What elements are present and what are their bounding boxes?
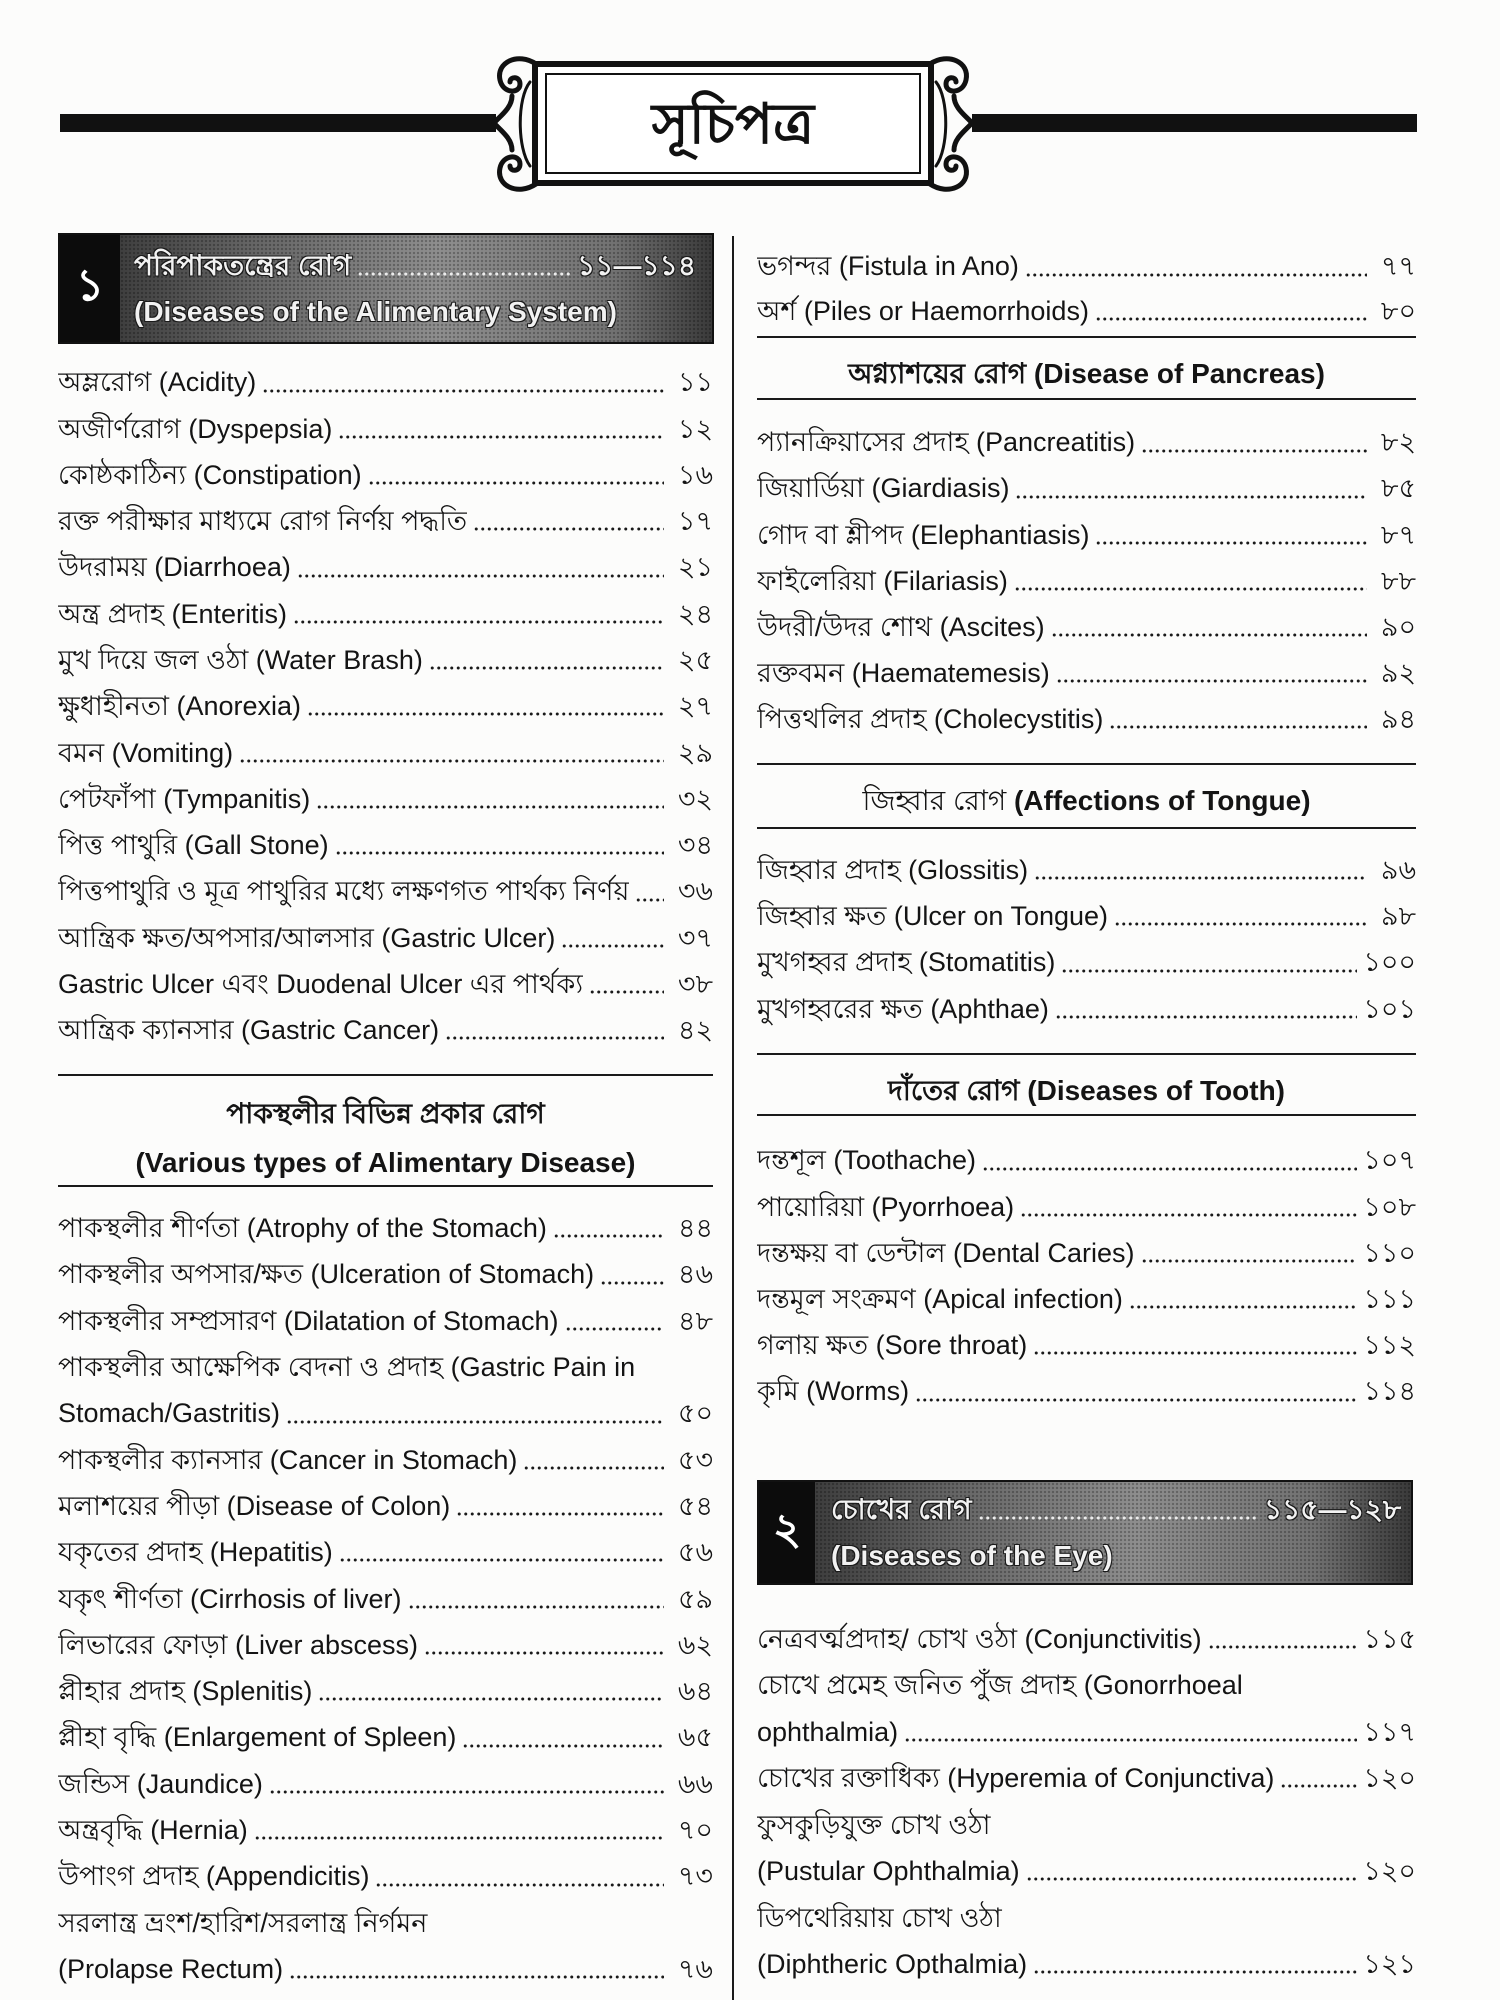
toc-entry xyxy=(757,244,1416,289)
page-number: ৪৪ xyxy=(677,1213,713,1244)
page-number: ১১৭ xyxy=(1363,1716,1416,1747)
section-subtitle: (Diseases of the Alimentary System) xyxy=(134,295,617,327)
toc-entry xyxy=(58,452,713,498)
dot-leader xyxy=(1141,448,1367,454)
toc-entry xyxy=(58,961,713,1007)
toc-entry-title: (Pustular Ophthalmia) xyxy=(757,1856,1020,1887)
dot-leader xyxy=(445,1035,664,1041)
dot-leader xyxy=(1026,1876,1358,1882)
toc-entry-title: দন্তক্ষয় বা ডেন্টাল (Dental Caries) xyxy=(757,1237,1135,1268)
dot-leader xyxy=(429,665,664,671)
section-divider-rule xyxy=(757,1053,1416,1055)
toc-entry xyxy=(58,868,713,914)
toc-list-tooth xyxy=(757,1138,1416,1415)
page-number: ৪৬ xyxy=(677,1259,713,1290)
toc-entry-title: রক্ত পরীক্ষার মাধ্যমে রোগ নির্ণয় পদ্ধতি xyxy=(58,506,468,537)
toc-entry-title: অজীর্ণরোগ (Dyspepsia) xyxy=(58,413,333,444)
page-number: ১১৫ xyxy=(1363,1623,1416,1654)
dot-leader xyxy=(239,758,664,764)
toc-entry-title: লিভারের ফোড়া (Liver abscess) xyxy=(58,1629,419,1660)
page-number: ১০৭ xyxy=(1363,1145,1416,1176)
toc-entry-title: সরলান্ত্র ভ্রংশ/হারিশ/সরলান্ত্র নির্গমন xyxy=(58,1907,428,1938)
toc-entry-title: কোষ্ঠকাঠিন্য (Constipation) xyxy=(58,459,362,490)
subsection-heading-stomach-en xyxy=(58,1141,713,1185)
toc-entry-title: পাকস্থলীর ক্যানসার (Cancer in Stomach) xyxy=(58,1444,518,1475)
toc-entry-first-line xyxy=(58,1900,713,1946)
section-divider-rule xyxy=(58,1074,713,1076)
toc-entry-title: প্লীহার প্রদাহ (Splenitis) xyxy=(58,1676,313,1707)
dot-leader xyxy=(565,1326,664,1332)
toc-list-tongue xyxy=(757,847,1416,1032)
toc-entry-first-line xyxy=(757,1895,1416,1941)
toc-entry-title: জিয়ার্ডিয়া (Giardiasis) xyxy=(757,473,1010,504)
heading-bn: জিহ্বার রোগ xyxy=(862,785,1007,816)
section-1-header xyxy=(58,233,714,344)
page-number: ৫৬ xyxy=(677,1537,713,1568)
toc-entry xyxy=(58,1807,713,1853)
dot-leader xyxy=(335,850,664,856)
toc-entry xyxy=(58,730,713,776)
dot-leader xyxy=(978,1515,1258,1521)
toc-entry-title: নেত্রবর্ত্মপ্রদাহ/ চোখ ওঠা (Conjunctivitis) xyxy=(757,1623,1202,1654)
toc-entry-title: আন্ত্রিক ক্ষত/অপসার/আলসার (Gastric Ulcer) xyxy=(58,922,556,953)
page-number: ১১১ xyxy=(1363,1283,1416,1314)
heading-en: (Disease of Pancreas) xyxy=(1033,357,1325,389)
toc-entry-first-line xyxy=(757,1662,1416,1708)
toc-entry-title: ক্ষুধাহীনতা (Anorexia) xyxy=(58,691,301,722)
page-number: ১৬ xyxy=(677,459,713,490)
toc-entry xyxy=(58,498,713,544)
scroll-ornament-left xyxy=(494,59,536,189)
page-number: ৬৫ xyxy=(677,1722,713,1753)
section-title: চোখের রোগ xyxy=(831,1493,972,1525)
page-number: ৯৮ xyxy=(1380,900,1416,931)
toc-entry-title: প্যানক্রিয়াসের প্রদাহ (Pancreatitis) xyxy=(757,427,1136,458)
page-number: ৮৫ xyxy=(1380,473,1416,504)
heading-en: (Various types of Alimentary Disease) xyxy=(135,1147,636,1179)
dot-leader xyxy=(1055,1014,1358,1020)
toc-entry xyxy=(58,1946,713,1992)
page-number: ৫৪ xyxy=(677,1490,713,1521)
toc-list-eye xyxy=(757,1616,1416,1988)
toc-entry-title: ভগন্দর (Fistula in Ano) xyxy=(757,251,1019,282)
dot-leader xyxy=(316,804,664,810)
toc-entry-title: রক্তবমন (Haematemesis) xyxy=(757,657,1050,688)
page-number: ৭৩ xyxy=(677,1861,713,1892)
section-subtitle: (Diseases of the Eye) xyxy=(831,1539,1113,1571)
toc-list-stomach xyxy=(58,1205,713,1992)
page-number: ৮২ xyxy=(1380,427,1416,458)
toc-entry-title: মলাশয়ের পীড়া (Disease of Colon) xyxy=(58,1490,451,1521)
dot-leader xyxy=(1109,724,1366,730)
page-number: ৬৬ xyxy=(677,1768,713,1799)
page-number: ৯০ xyxy=(1380,611,1416,642)
toc-entry-title: (Diphtheric Opthalmia) xyxy=(757,1949,1028,1980)
toc-entry xyxy=(58,1483,713,1529)
page-number: ১১৪ xyxy=(1363,1376,1416,1407)
dot-leader xyxy=(553,1233,664,1239)
toc-entry xyxy=(58,1853,713,1899)
dot-leader xyxy=(254,1835,664,1841)
toc-entry-title: মুখ দিয়ে জল ওঠা (Water Brash) xyxy=(58,645,423,675)
dot-leader xyxy=(269,1789,664,1795)
toc-entry-title: অন্ত্র প্রদাহ (Enteritis) xyxy=(58,598,288,629)
toc-entry-title: প্লীহা বৃদ্ধি (Enlargement of Spleen) xyxy=(58,1722,457,1753)
toc-entry xyxy=(58,683,713,729)
heading-en: (Affections of Tongue) xyxy=(1013,785,1311,816)
section-page-range: ১১—১১৪ xyxy=(577,249,696,281)
section-page-range: ১১৫—১২৮ xyxy=(1263,1493,1401,1525)
toc-entry xyxy=(757,847,1416,893)
toc-entry-first-line xyxy=(58,1344,713,1390)
section-number: ১ xyxy=(60,235,120,342)
page-number: ২৭ xyxy=(677,691,713,722)
dot-leader xyxy=(561,943,663,949)
page-title: সূচিপত্র xyxy=(651,92,815,155)
dot-leader xyxy=(1129,1304,1358,1310)
toc-entry-title: যকৃৎ শীর্ণতা (Cirrhosis of liver) xyxy=(58,1583,402,1614)
page-number: ২৯ xyxy=(677,737,713,768)
section-title-line xyxy=(831,1487,1401,1533)
heading-en: (Diseases of Tooth) xyxy=(1027,1074,1286,1106)
toc-entry xyxy=(58,822,713,868)
dot-leader xyxy=(523,1465,663,1471)
dot-leader xyxy=(286,1419,664,1425)
toc-entry xyxy=(757,1755,1416,1801)
toc-entry-title: জন্ডিস (Jaundice) xyxy=(58,1768,263,1799)
toc-entry-title: ophthalmia) xyxy=(757,1716,899,1747)
toc-entry xyxy=(757,289,1416,334)
toc-entry xyxy=(757,986,1416,1032)
toc-entry-title: পিত্ত পাথুরি (Gall Stone) xyxy=(58,830,329,861)
page-number: ২১ xyxy=(677,552,713,583)
dot-leader xyxy=(915,1397,1357,1403)
page-number: ৮০ xyxy=(1380,295,1416,326)
toc-entry xyxy=(757,604,1416,650)
toc-entry xyxy=(757,1616,1416,1662)
dot-leader xyxy=(589,989,664,995)
dot-leader xyxy=(375,1882,663,1888)
toc-entry xyxy=(58,591,713,637)
toc-entry-title: বমন (Vomiting) xyxy=(58,737,234,768)
section-number: ২ xyxy=(759,1482,815,1583)
toc-entry xyxy=(757,420,1416,466)
dot-leader xyxy=(318,1696,663,1702)
heading-bn: অগ্ন্যাশয়ের রোগ xyxy=(848,357,1027,389)
toc-entry-title: Gastric Ulcer এবং Duodenal Ulcer এর পার্থক্য xyxy=(58,968,584,999)
toc-entry-title: মুখগহ্বর প্রদাহ (Stomatitis) xyxy=(757,947,1056,978)
dot-leader xyxy=(1208,1644,1358,1650)
subsection-heading-stomach xyxy=(58,1092,713,1136)
toc-entry xyxy=(757,1941,1416,1987)
dot-leader xyxy=(408,1604,664,1610)
dot-leader xyxy=(1033,1350,1357,1356)
toc-entry xyxy=(58,1205,713,1251)
page-number: ১২০ xyxy=(1363,1763,1416,1794)
dot-leader xyxy=(473,526,664,532)
toc-entry-first-line xyxy=(757,1802,1416,1848)
page-number: ১১০ xyxy=(1363,1237,1416,1268)
toc-entry-title: পাকস্থলীর আক্ষেপিক বেদনা ও প্রদাহ (Gastric Pain in xyxy=(58,1351,636,1382)
page-number: ২৪ xyxy=(677,598,713,629)
page-number: ৮৭ xyxy=(1380,519,1416,550)
toc-entry xyxy=(757,1138,1416,1184)
toc-entry xyxy=(58,637,713,683)
heading-bn: পাকস্থলীর বিভিন্ন প্রকার রোগ xyxy=(226,1097,545,1129)
page-number: ৫৯ xyxy=(677,1583,713,1614)
toc-entry xyxy=(58,1529,713,1575)
dot-leader xyxy=(1034,875,1367,881)
page-number: ১২০ xyxy=(1363,1856,1416,1887)
dot-leader xyxy=(1095,316,1367,322)
toc-entry xyxy=(58,1251,713,1297)
dot-leader xyxy=(1095,540,1366,546)
toc-entry-title: অর্শ (Piles or Haemorrhoids) xyxy=(757,295,1089,326)
page-number: ৯৪ xyxy=(1380,704,1416,735)
toc-entry xyxy=(58,1761,713,1807)
toc-entry-title: কৃমি (Worms) xyxy=(757,1376,910,1407)
page-number: ৩৬ xyxy=(677,876,713,907)
dot-leader xyxy=(982,1166,1357,1172)
toc-entry-title: যকৃতের প্রদাহ (Hepatitis) xyxy=(58,1537,333,1568)
page-number: ২৫ xyxy=(677,645,713,675)
toc-entry-title: উদরাময় (Diarrhoea) xyxy=(58,552,291,583)
toc-entry-title: পাকস্থলীর অপসার/ক্ষত (Ulceration of Stomach) xyxy=(58,1259,595,1290)
heading-bn: দাঁতের রোগ xyxy=(887,1074,1020,1106)
section-title: পরিপাকতন্ত্রের রোগ xyxy=(134,249,352,281)
toc-entry xyxy=(58,406,713,452)
toc-entry xyxy=(757,558,1416,604)
toc-entry xyxy=(58,360,713,406)
toc-entry xyxy=(58,1576,713,1622)
toc-entry xyxy=(757,1322,1416,1368)
section-divider-rule xyxy=(757,827,1416,829)
dot-leader xyxy=(904,1737,1357,1743)
toc-entry xyxy=(58,776,713,822)
toc-entry-title: অন্ত্রবৃদ্ধি (Hernia) xyxy=(58,1815,248,1846)
toc-entry-title: দন্তশূল (Toothache) xyxy=(757,1145,976,1176)
page-number: ৬২ xyxy=(677,1629,713,1660)
dot-leader xyxy=(339,1557,664,1563)
page-number: ৮৮ xyxy=(1380,565,1416,596)
toc-entry xyxy=(58,545,713,591)
title-rule-left xyxy=(60,114,496,132)
page-number: ৩৮ xyxy=(677,968,713,999)
dot-leader xyxy=(462,1743,663,1749)
dot-leader xyxy=(262,388,664,394)
section-divider-rule xyxy=(757,336,1416,338)
toc-entry-title: আন্ত্রিক ক্যানসার (Gastric Cancer) xyxy=(58,1015,440,1046)
toc-entry-title: ফাইলেরিয়া (Filariasis) xyxy=(757,565,1008,596)
toc-entry-title: পাকস্থলীর শীর্ণতা (Atrophy of the Stomach) xyxy=(58,1213,547,1244)
dot-leader xyxy=(293,619,664,625)
toc-entry-title: (Prolapse Rectum) xyxy=(58,1954,284,1985)
dot-leader xyxy=(1280,1783,1357,1789)
toc-entry-title: উপাংগ প্রদাহ (Appendicitis) xyxy=(58,1861,370,1892)
toc-entry xyxy=(757,939,1416,985)
toc-entry xyxy=(757,1848,1416,1894)
page-number: ৩৭ xyxy=(677,922,713,953)
toc-entry-title: চোখে প্রমেহ জনিত পুঁজ প্রদাহ (Gonorrhoeal xyxy=(757,1670,1243,1701)
subsection-heading-pancreas xyxy=(757,352,1416,396)
column-divider xyxy=(732,236,734,2000)
page-number: ৭৬ xyxy=(677,1954,713,1985)
toc-list-digestive-cont xyxy=(757,244,1416,333)
toc-entry xyxy=(58,1437,713,1483)
page-number: ১২ xyxy=(677,413,713,444)
section-divider-rule xyxy=(757,398,1416,400)
toc-entry xyxy=(58,1007,713,1053)
section-2-header xyxy=(757,1480,1413,1585)
dot-leader xyxy=(1015,494,1366,500)
section-title-line xyxy=(134,243,696,289)
toc-entry xyxy=(757,696,1416,742)
toc-entry-title: মুখগহ্বরের ক্ষত (Aphthae) xyxy=(757,993,1049,1024)
dot-leader xyxy=(1025,272,1367,278)
page-number: ৫৩ xyxy=(677,1444,713,1475)
toc-entry-title: পিত্তপাথুরি ও মূত্র পাথুরির মধ্যে লক্ষণগত পার্থক্য নির্ণয় xyxy=(58,876,630,907)
toc-entry-title: পায়োরিয়া (Pyorrhoea) xyxy=(757,1191,1015,1222)
toc-list-digestive xyxy=(58,360,713,1054)
toc-entry xyxy=(757,1368,1416,1414)
dot-leader xyxy=(289,1974,664,1980)
dot-leader xyxy=(1033,1969,1357,1975)
dot-leader xyxy=(1014,586,1367,592)
toc-entry-title: গোদ বা শ্লীপদ (Elephantiasis) xyxy=(757,519,1090,550)
page-number: ৭৭ xyxy=(1380,251,1416,282)
toc-entry-title: দন্তমূল সংক্রমণ (Apical infection) xyxy=(757,1283,1123,1314)
dot-leader xyxy=(357,271,571,277)
dot-leader xyxy=(307,711,664,717)
page-number: ৩২ xyxy=(677,783,713,814)
toc-entry xyxy=(757,466,1416,512)
dot-leader xyxy=(1114,921,1367,927)
page-number: ১১২ xyxy=(1363,1330,1416,1361)
toc-entry xyxy=(58,1668,713,1714)
dot-leader xyxy=(368,480,664,486)
page-number: ১০১ xyxy=(1363,993,1416,1024)
toc-list-pancreas xyxy=(757,420,1416,743)
toc-entry xyxy=(757,1709,1416,1755)
toc-entry xyxy=(58,1390,713,1436)
dot-leader xyxy=(1056,678,1367,684)
subsection-heading-tooth xyxy=(757,1069,1416,1113)
dot-leader xyxy=(1141,1258,1358,1264)
toc-entry xyxy=(757,1230,1416,1276)
toc-entry xyxy=(757,1184,1416,1230)
toc-entry-title: ডিপথেরিয়ায় চোখ ওঠা xyxy=(757,1902,1002,1933)
page-number: ৩৪ xyxy=(677,830,713,861)
page-number: ৯২ xyxy=(1380,657,1416,688)
section-divider-rule xyxy=(58,1185,713,1187)
toc-entry xyxy=(757,650,1416,696)
toc-entry xyxy=(757,512,1416,558)
page-number: ১০৮ xyxy=(1363,1191,1416,1222)
toc-entry-title: Stomach/Gastritis) xyxy=(58,1398,281,1429)
dot-leader xyxy=(600,1280,664,1286)
title-rule-right xyxy=(972,114,1417,132)
toc-entry xyxy=(58,1622,713,1668)
page-number: ১১ xyxy=(677,367,713,398)
section-divider-rule xyxy=(757,763,1416,765)
dot-leader xyxy=(338,434,663,440)
toc-entry xyxy=(58,1715,713,1761)
toc-entry-title: পিত্তথলির প্রদাহ (Cholecystitis) xyxy=(757,704,1104,735)
page-number: ৬৪ xyxy=(677,1676,713,1707)
subsection-heading-tongue xyxy=(757,779,1416,823)
toc-entry-title: উদরী/উদর শোথ (Ascites) xyxy=(757,611,1045,642)
page-number: ১২১ xyxy=(1363,1949,1416,1980)
toc-entry xyxy=(58,1298,713,1344)
dot-leader xyxy=(424,1650,664,1656)
section-divider-rule xyxy=(757,1114,1416,1116)
dot-leader xyxy=(1061,968,1357,974)
scroll-ornament-right xyxy=(930,59,972,189)
toc-entry-title: পাকস্থলীর সম্প্রসারণ (Dilatation of Stomach) xyxy=(58,1305,559,1336)
toc-entry xyxy=(757,1276,1416,1322)
toc-entry-title: অম্লরোগ (Acidity) xyxy=(58,367,257,398)
page-number: ৭০ xyxy=(677,1815,713,1846)
page-number: ৪৮ xyxy=(677,1305,713,1336)
toc-entry-title: জিহ্বার প্রদাহ (Glossitis) xyxy=(757,854,1029,885)
page-number: ৯৬ xyxy=(1380,854,1416,885)
toc-entry-title: জিহ্বার ক্ষত (Ulcer on Tongue) xyxy=(757,900,1109,931)
toc-entry xyxy=(58,915,713,961)
dot-leader xyxy=(635,897,663,903)
toc-entry-title: ফুসকুড়িযুক্ত চোখ ওঠা xyxy=(757,1809,991,1840)
dot-leader xyxy=(1051,632,1367,638)
page-number: ১৭ xyxy=(677,506,713,537)
page-number: ১০০ xyxy=(1363,947,1416,978)
dot-leader xyxy=(456,1511,664,1517)
page-number: ৪২ xyxy=(677,1015,713,1046)
page-number: ৫০ xyxy=(677,1398,713,1429)
dot-leader xyxy=(1020,1212,1357,1218)
toc-entry-title: গলায় ক্ষত (Sore throat) xyxy=(757,1330,1028,1361)
dot-leader xyxy=(297,573,664,579)
toc-entry-title: পেটফাঁপা (Tympanitis) xyxy=(58,783,311,814)
toc-entry xyxy=(757,893,1416,939)
toc-entry-title: চোখের রক্তাধিক্য (Hyperemia of Conjunctiva) xyxy=(757,1763,1275,1794)
